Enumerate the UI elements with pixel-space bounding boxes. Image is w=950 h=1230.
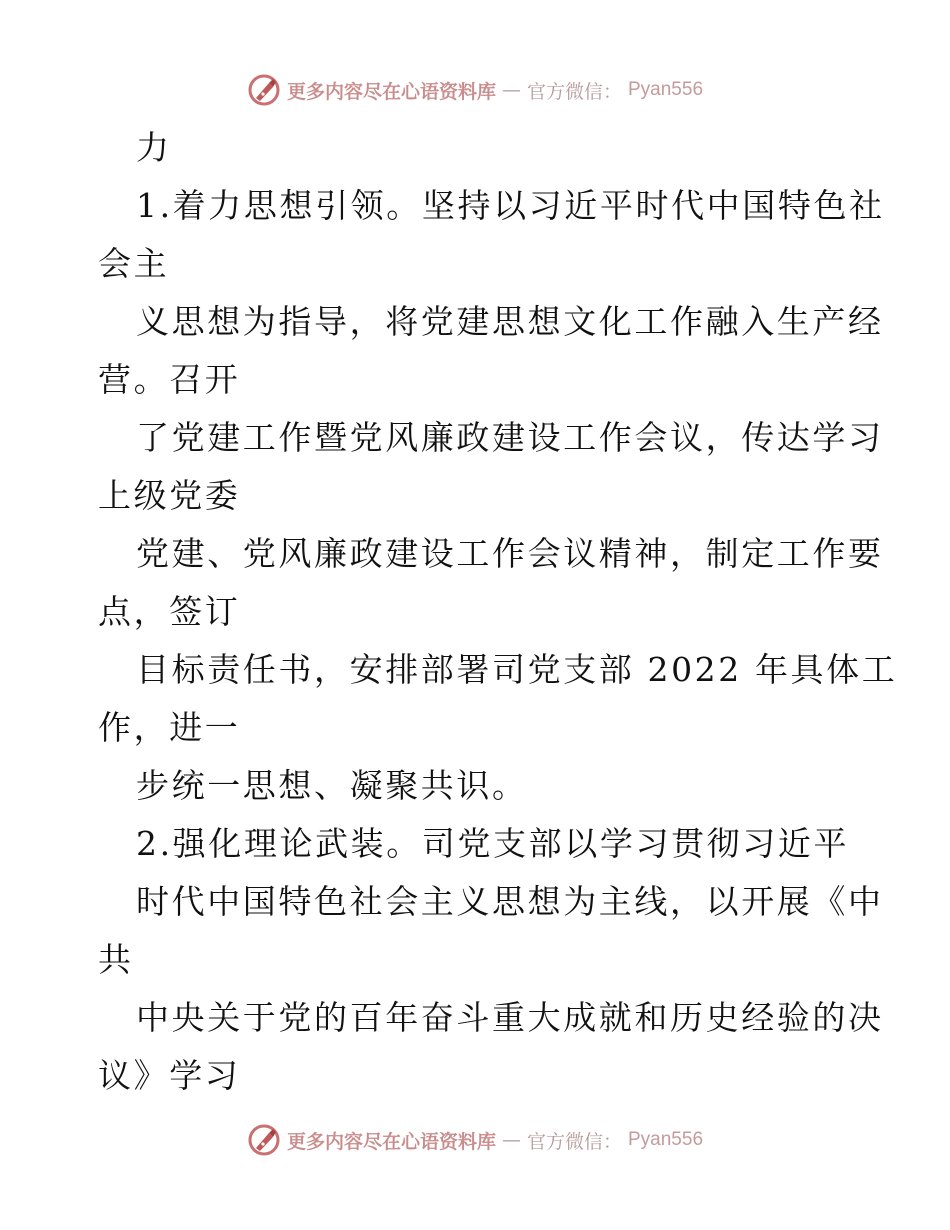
text-line: 中央关于党的百年奋斗重大成就和历史经验的决	[136, 998, 884, 1037]
text-line: 了党建工作暨党风廉政建设工作会议，传达学习	[136, 418, 884, 457]
watermark-brand: 更多内容尽在心语资料库	[286, 1130, 496, 1153]
text-line: 力	[136, 128, 172, 167]
watermark-handle: Pyan556	[628, 79, 704, 100]
pen-nib-logo-icon	[247, 1123, 281, 1157]
pen-nib-logo-icon	[247, 73, 281, 107]
watermark-brand: 更多内容尽在心语资料库	[286, 80, 496, 103]
text-line: 1.着力思想引领。坚持以习近平时代中国特色社	[136, 186, 885, 225]
text-line: 义思想为指导，将党建思想文化工作融入生产经	[136, 302, 884, 341]
text-line: 共	[98, 940, 134, 979]
text-line: 2.强化理论武装。司党支部以学习贯彻习近平	[136, 824, 850, 863]
text-line: 党建、党风廉政建设工作会议精神，制定工作要	[136, 534, 884, 573]
watermark-label: 官方微信：	[526, 80, 622, 103]
watermark-separator: —	[501, 1129, 521, 1151]
text-line: 营。召开	[98, 360, 241, 399]
watermark-separator: —	[501, 79, 521, 101]
text-line: 作，进一	[98, 708, 241, 747]
text-line: 目标责任书，安排部署司党支部 2022 年具体工	[136, 650, 898, 689]
footer-watermark	[0, 1118, 950, 1162]
text-line: 议》学习	[98, 1056, 241, 1095]
watermark-label: 官方微信：	[526, 1130, 622, 1153]
watermark-handle: Pyan556	[628, 1129, 704, 1150]
text-line: 点，签订	[98, 592, 241, 631]
text-line: 步统一思想、凝聚共识。	[136, 766, 528, 805]
text-line: 会主	[98, 244, 170, 283]
header-watermark	[0, 68, 950, 112]
text-line: 上级党委	[98, 476, 241, 515]
text-line: 时代中国特色社会主义思想为主线，以开展《中	[136, 882, 884, 921]
